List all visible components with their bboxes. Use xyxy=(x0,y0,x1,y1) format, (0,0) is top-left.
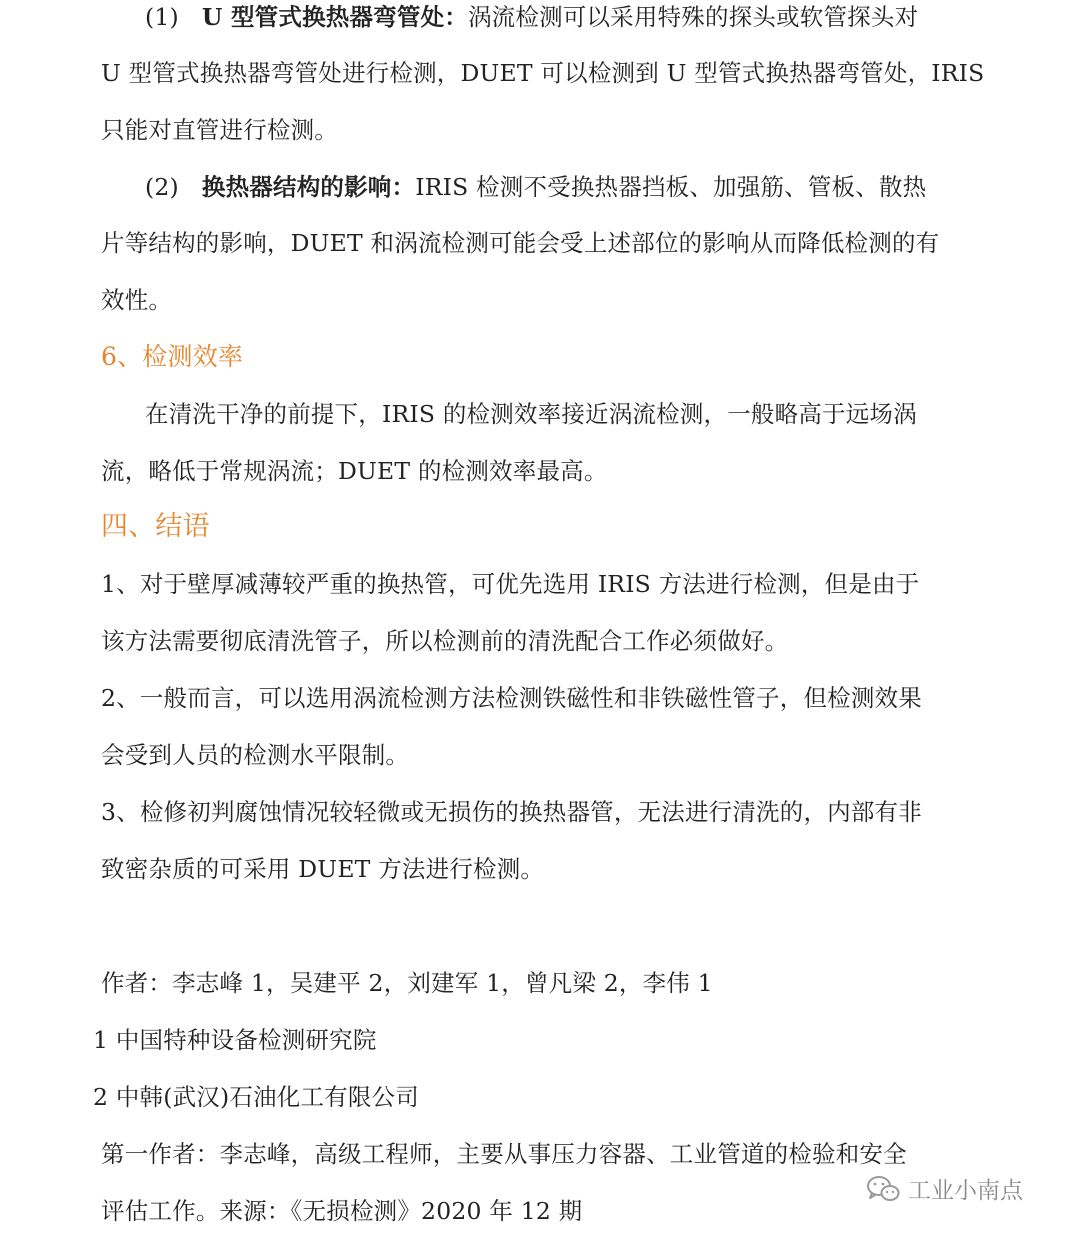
item2-title: 换热器结构的影响： xyxy=(201,173,416,201)
item1-number: (1) xyxy=(145,3,179,31)
authors-line: 作者：李志峰 1，吴建平 2，刘建军 1，曾凡梁 2，李伟 1 xyxy=(101,969,713,997)
affiliation-2: 2 中韩(武汉)石油化工有限公司 xyxy=(93,1083,419,1111)
wechat-icon xyxy=(866,1175,900,1203)
conclusion2-line2: 会受到人员的检测水平限制。 xyxy=(101,741,410,769)
item2-line3: 效性。 xyxy=(101,286,173,314)
item2-line2: 片等结构的影响，DUET 和涡流检测可能会受上述部位的影响从而降低检测的有 xyxy=(101,229,940,257)
conclusion3-line1: 3、检修初判腐蚀情况较轻微或无损伤的换热器管，无法进行清洗的，内部有非 xyxy=(101,798,922,826)
conclusion1-line1: 1、对于壁厚减薄较严重的换热管，可优先选用 IRIS 方法进行检测，但是由于 xyxy=(101,570,920,598)
item1-title: U 型管式换热器弯管处： xyxy=(201,3,468,31)
watermark xyxy=(866,1172,1023,1205)
item1-line3: 只能对直管进行检测。 xyxy=(101,116,338,144)
item1-line1 xyxy=(145,0,918,34)
efficiency-para-line1: 在清洗干净的前提下，IRIS 的检测效率接近涡流检测，一般略高于远场涡 xyxy=(145,400,917,428)
item2-line1 xyxy=(145,170,926,204)
item2-number: (2) xyxy=(145,173,179,201)
affiliation-1: 1 中国特种设备检测研究院 xyxy=(93,1026,377,1054)
item1-line2: U 型管式换热器弯管处进行检测，DUET 可以检测到 U 型管式换热器弯管处，IRIS xyxy=(101,59,985,87)
watermark-text: 工业小南点 xyxy=(908,1178,1023,1204)
conclusion1-line2: 该方法需要彻底清洗管子，所以检测前的清洗配合工作必须做好。 xyxy=(101,627,789,655)
section-heading-efficiency: 6、检测效率 xyxy=(101,342,244,371)
conclusion2-line1: 2、一般而言，可以选用涡流检测方法检测铁磁性和非铁磁性管子，但检测效果 xyxy=(101,684,922,712)
first-author-line1: 第一作者：李志峰，高级工程师，主要从事压力容器、工业管道的检验和安全 xyxy=(101,1140,907,1168)
section-heading-conclusion: 四、结语 xyxy=(101,511,210,542)
first-author-line2: 评估工作。来源：《无损检测》2020 年 12 期 xyxy=(101,1197,583,1225)
item1-text: 涡流检测可以采用特殊的探头或软管探头对 xyxy=(467,3,919,31)
item2-text: IRIS 检测不受换热器挡板、加强筋、管板、散热 xyxy=(415,173,927,201)
conclusion3-line2: 致密杂质的可采用 DUET 方法进行检测。 xyxy=(101,855,545,883)
efficiency-para-line2: 流，略低于常规涡流；DUET 的检测效率最高。 xyxy=(101,457,608,485)
